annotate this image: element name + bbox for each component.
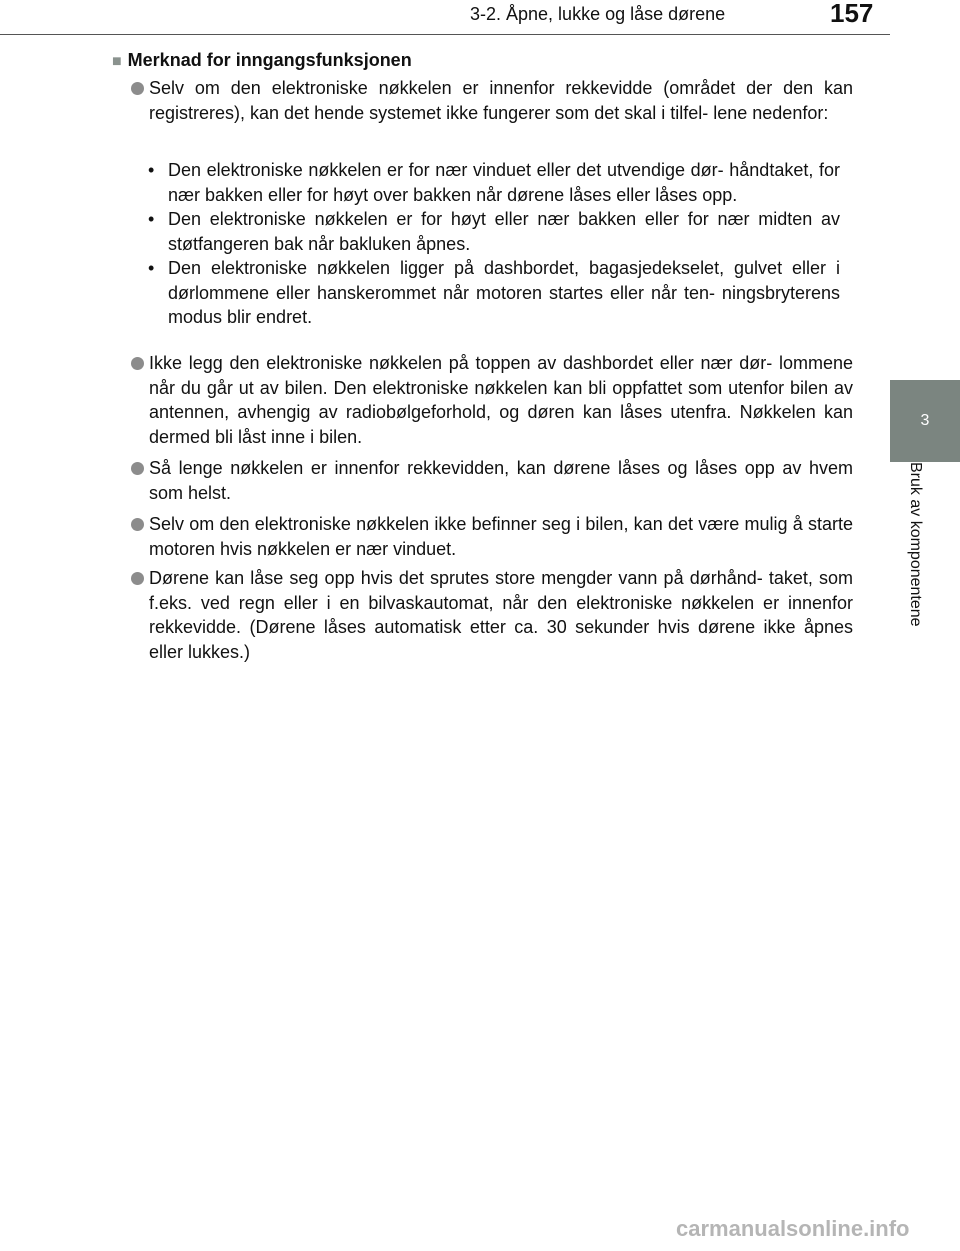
sub-list-item	[148, 158, 840, 207]
chapter-tab	[890, 380, 960, 462]
circle-bullet-icon	[131, 572, 144, 585]
sub-list-item	[148, 207, 840, 256]
dot-bullet-icon: •	[148, 258, 155, 278]
chapter-number: 3	[920, 412, 930, 429]
dot-bullet-icon: •	[148, 160, 155, 180]
list-item-text: Så lenge nøkkelen er innenfor rekkevidden, kan dørene låses og låses opp av hvem som helst.	[149, 458, 853, 503]
list-item-text: Ikke legg den elektroniske nøkkelen på toppen av dashbordet eller nær dør- lommene når du går ut av bilen. Den elektroniske nøkkelen kan bli oppfattet som utenfor bilen av antennen, avhengig av radiobølgeforhold, og døren kan låses utenfra. Nøkkelen kan dermed bli låst inne i bilen.	[149, 353, 853, 447]
section-heading	[112, 50, 412, 71]
list-item	[131, 512, 853, 561]
sub-list-item	[148, 256, 840, 330]
heading-text: Merknad for inngangsfunksjonen	[127, 50, 412, 70]
watermark: carmanualsonline.info	[676, 1216, 910, 1241]
sub-list-item-text: Den elektroniske nøkkelen er for nær vinduet eller det utvendige dør- håndtaket, for nær bakken eller for høyt over bakken når dørene låses eller låses opp.	[168, 160, 840, 205]
list-item	[131, 566, 853, 664]
circle-bullet-icon	[131, 462, 144, 475]
sub-list-item-text: Den elektroniske nøkkelen ligger på dashbordet, bagasjedekselet, gulvet eller i dørlommene eller hanskerommet når motoren startes eller når ten- ningsbryterens modus blir endret.	[168, 258, 840, 327]
sub-list	[148, 158, 840, 330]
list-item-text: Selv om den elektroniske nøkkelen er innenfor rekkevidde (området der den kan registreres), kan det hende systemet ikke fungerer som det skal i tilfel- lene nedenfor:	[149, 78, 853, 123]
section-title: 3-2. Åpne, lukke og låse dørene	[470, 4, 726, 24]
list-item-text: Dørene kan låse seg opp hvis det sprutes store mengder vann på dørhånd- taket, som f.eks. ved regn eller i en bilvaskautomat, når den elektroniske nøkkelen er innenfor rekkevidde. (Dørene låses automatisk etter ca. 30 sekunder hvis dørene ikke åpnes eller lukkes.)	[149, 568, 853, 662]
page-number: 157	[830, 0, 874, 28]
header-divider	[0, 34, 890, 35]
list-item	[131, 456, 853, 505]
dot-bullet-icon: •	[148, 209, 155, 229]
sub-list-item-text: Den elektroniske nøkkelen er for høyt eller nær bakken eller for nær midten av støtfangeren bak når bakluken åpnes.	[168, 209, 840, 254]
list-item	[131, 351, 853, 449]
circle-bullet-icon	[131, 357, 144, 370]
list-item	[131, 76, 853, 125]
chapter-label: Bruk av komponentene	[907, 462, 924, 627]
square-bullet-icon: ■	[112, 53, 122, 70]
circle-bullet-icon	[131, 82, 144, 95]
circle-bullet-icon	[131, 518, 144, 531]
list-item-text: Selv om den elektroniske nøkkelen ikke befinner seg i bilen, kan det være mulig å starte motoren hvis nøkkelen er nær vinduet.	[149, 514, 853, 559]
